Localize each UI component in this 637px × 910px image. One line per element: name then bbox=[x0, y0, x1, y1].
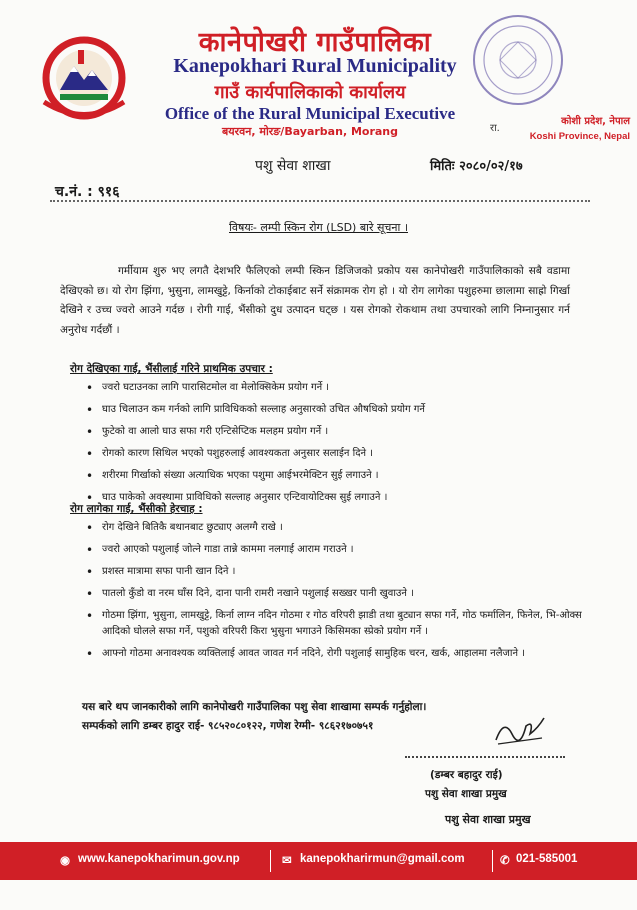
list-item: • रोगको कारण सिथिल भएको पशुहरुलाई आवश्यकता अनुसार सलाईन दिने । bbox=[82, 446, 582, 462]
province-english: Koshi Province, Nepal bbox=[529, 131, 630, 142]
phone-icon: ✆ bbox=[500, 855, 510, 867]
contact-persons-line: सम्पर्कको लागि डम्बर हादुर राई- ९८५२०८०१२२, गणेश रेग्मी- ९८६२१७०७५१ bbox=[82, 720, 374, 732]
list-item: • गोठमा झिंगा, भुसुना, लामखुट्टे, किर्ना लाग्न नदिन गोठमा र गोठ वरिपरी झाडी तथा बुट्यान सफा गर्ने, गोठ फर्मालिन, फिनेल, भि-ओक्स आदिको घोलले सफा गर्ने, पशुको वरिपरी किरा भुसुना भगाउने किसिमका स्प्रेको प्रयोग गर्ने । bbox=[82, 608, 582, 640]
office-name-nepali: गाउँ कार्यपालिकाको कार्यालय bbox=[214, 82, 406, 103]
office-address: बयरवन, मोरङ/Bayarban, Morang bbox=[221, 125, 399, 138]
municipality-emblem-icon bbox=[30, 32, 138, 124]
care-heading: रोग लागेका गाई, भैंसीको हेरचाह : bbox=[70, 503, 203, 515]
list-item: • ज्वरो घटाउनका लागि पारासिटमोल वा मेलोक्सिकेम प्रयोग गर्ने । bbox=[82, 380, 582, 396]
section-name: पशु सेवा शाखा bbox=[255, 158, 331, 174]
list-item: • शरीरमा गिर्खाको संख्या अत्याधिक भएका पशुमा आईभरमेक्टिन सुई लगाउने । bbox=[82, 468, 582, 484]
footer-separator bbox=[492, 850, 493, 872]
letter-date: मितिः २०८०/०२/१७ bbox=[430, 159, 523, 174]
signatory-title-handwritten: पशु सेवा शाखा प्रमुख bbox=[445, 813, 531, 826]
list-item: • पातलो कुँडो वा नरम घाँस दिने, दाना पानी रामरी नखाने पशुलाई सख्खर पानी खुवाउने । bbox=[82, 586, 582, 602]
list-item: • घाउ पाकेको अवस्थामा प्राविधिको सल्लाह अनुसार एन्टिवायोटिक्स सुई लगाउने । bbox=[82, 490, 582, 506]
contact-info-line: यस बारे थप जानकारीको लागि कानेपोखरी गाउँपालिका पशु सेवा शाखामा सम्पर्क गर्नुहोला। bbox=[82, 701, 427, 713]
first-aid-heading: रोग देखिएका गाई, भैंसीलाई गरिने प्राथमिक उपचार : bbox=[70, 363, 273, 375]
list-item: • ज्वरो आएको पशुलाई जोत्ने गाडा तान्ने काममा नलगाई आराम गराउने । bbox=[82, 542, 582, 558]
footer-email[interactable]: kanepokharirmun@gmail.com bbox=[300, 853, 465, 865]
handwritten-signature-icon bbox=[490, 712, 550, 748]
care-list bbox=[82, 520, 582, 668]
reference-number: च.नं. : ९१६ bbox=[55, 184, 120, 200]
signatory-title: पशु सेवा शाखा प्रमुख bbox=[425, 788, 507, 800]
list-item: • आफ्नो गोठमा अनावश्यक व्यक्तिलाई आवत जावत गर्न नदिने, रोगी पशुलाई सामुहिक चरन, खर्क, आहालमा नलैजाने । bbox=[82, 646, 582, 662]
signatory-name: (डम्बर बहादुर राई) bbox=[430, 769, 503, 781]
municipality-name-english: Kanepokhari Rural Municipality bbox=[173, 55, 457, 77]
seal-mark: रा. bbox=[490, 123, 500, 134]
footer-separator bbox=[270, 850, 271, 872]
list-item: • प्रशस्त मात्रामा सफा पानी खान दिने । bbox=[82, 564, 582, 580]
notice-body: गर्मीयाम शुरु भए लगतै देशभरि फैलिएको लम्पी स्किन डिजिजको प्रकोप यस कानेपोखरी गाउँपालिकाको सबै वडामा देखिएको छ। यो रोग झिंगा, भुसुना, लामखुट्टे, किर्नाको टोकाईबाट सर्ने संक्रामक रोग हो । यो रोग लागेका पशुहरुमा छालामा साह्रो गिर्खा देखिने र उच्च ज्वरो आउने गर्दछ । रोगी गाई, भैंसीको दुध उत्पादन घट्छ । यस रोगको रोकथाम तथा उपचारको लागि निम्नानुसार गर्न अनुरोध गर्दछौं । bbox=[60, 265, 570, 336]
list-item: • फुटेको वा आलो घाउ सफा गरी एन्टिसेप्टिक मलहम प्रयोग गर्ने । bbox=[82, 424, 582, 440]
province-nepali: कोशी प्रदेश, नेपाल bbox=[561, 116, 630, 127]
globe-icon: ◉ bbox=[60, 855, 71, 867]
office-seal-stamp-icon bbox=[470, 12, 566, 108]
list-item: • रोग देखिने बितिकै बथानबाट छुट्याए अलग्गै राखे । bbox=[82, 520, 582, 536]
footer-phone[interactable]: 021-585001 bbox=[516, 853, 578, 865]
footer-bar bbox=[0, 842, 637, 880]
signature-line bbox=[405, 756, 565, 758]
footer-website[interactable]: www.kanepokharimun.gov.np bbox=[78, 853, 240, 865]
mail-icon: ✉ bbox=[282, 855, 292, 867]
header-divider bbox=[50, 200, 590, 202]
municipality-name-nepali: कानेपोखरी गाउँपालिका bbox=[198, 27, 432, 58]
first-aid-list bbox=[82, 380, 582, 512]
list-item: • घाउ चिलाउन कम गर्नको लागि प्राविधिकको सल्लाह अनुसारको उचित औषधिको प्रयोग गर्ने bbox=[82, 402, 582, 418]
subject-line: विषयः- लम्पी स्किन रोग (LSD) बारे सूचना । bbox=[229, 221, 408, 234]
office-name-english: Office of the Rural Municipal Executive bbox=[164, 104, 456, 123]
